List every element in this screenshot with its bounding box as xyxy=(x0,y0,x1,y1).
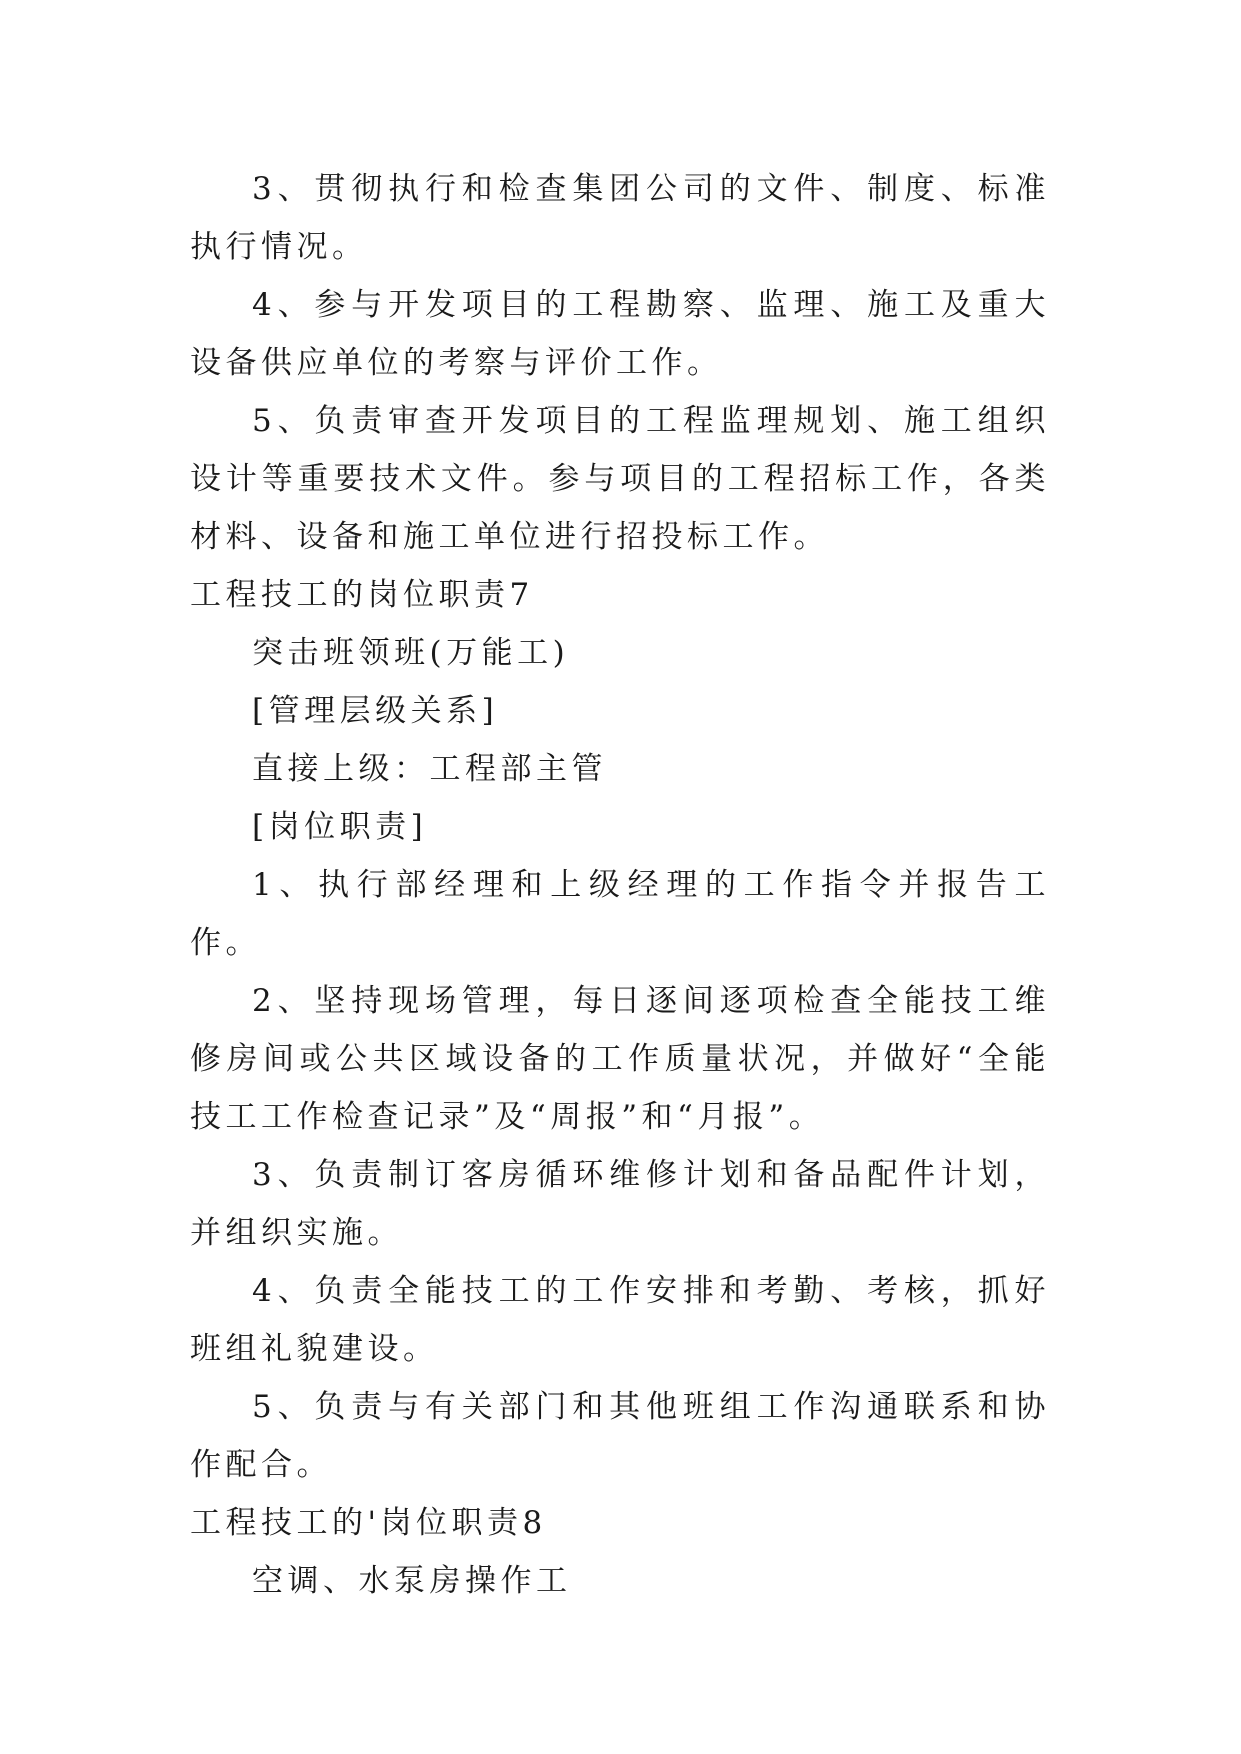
paragraph-item-3-implement: 3、贯彻执行和检查集团公司的文件、制度、标准执行情况。 xyxy=(190,171,1050,265)
job-title-line-2: 空调、水泵房操作工 xyxy=(252,1563,572,1599)
subheading-management-relation: [管理层级关系] xyxy=(252,693,499,729)
duty-item-3: 3、负责制订客房循环维修计划和备品配件计划，并组织实施。 xyxy=(190,1157,1050,1251)
section-heading-8: 工程技工的'岗位职责8 xyxy=(190,1505,547,1541)
direct-superior-line: 直接上级：工程部主管 xyxy=(252,751,607,787)
duty-item-5: 5、负责与有关部门和其他班组工作沟通联系和协作配合。 xyxy=(190,1389,1050,1483)
job-title-line: 突击班领班(万能工) xyxy=(252,635,570,671)
duty-item-1: 1、执行部经理和上级经理的工作指令并报告工作。 xyxy=(190,867,1050,961)
paragraph-item-4-survey: 4、参与开发项目的工程勘察、监理、施工及重大设备供应单位的考察与评价工作。 xyxy=(190,287,1050,381)
section-heading-7: 工程技工的岗位职责7 xyxy=(190,577,534,613)
subheading-duties: [岗位职责] xyxy=(252,809,428,845)
document-body xyxy=(190,160,1050,1610)
duty-item-4: 4、负责全能技工的工作安排和考勤、考核，抓好班组礼貌建设。 xyxy=(190,1273,1050,1367)
duty-item-2: 2、坚持现场管理，每日逐间逐项检查全能技工维修房间或公共区域设备的工作质量状况，并做好“全能技工工作检查记录”及“周报”和“月报”。 xyxy=(190,983,1050,1135)
paragraph-item-5-review: 5、负责审查开发项目的工程监理规划、施工组织设计等重要技术文件。参与项目的工程招标工作，各类材料、设备和施工单位进行招投标工作。 xyxy=(190,403,1050,555)
